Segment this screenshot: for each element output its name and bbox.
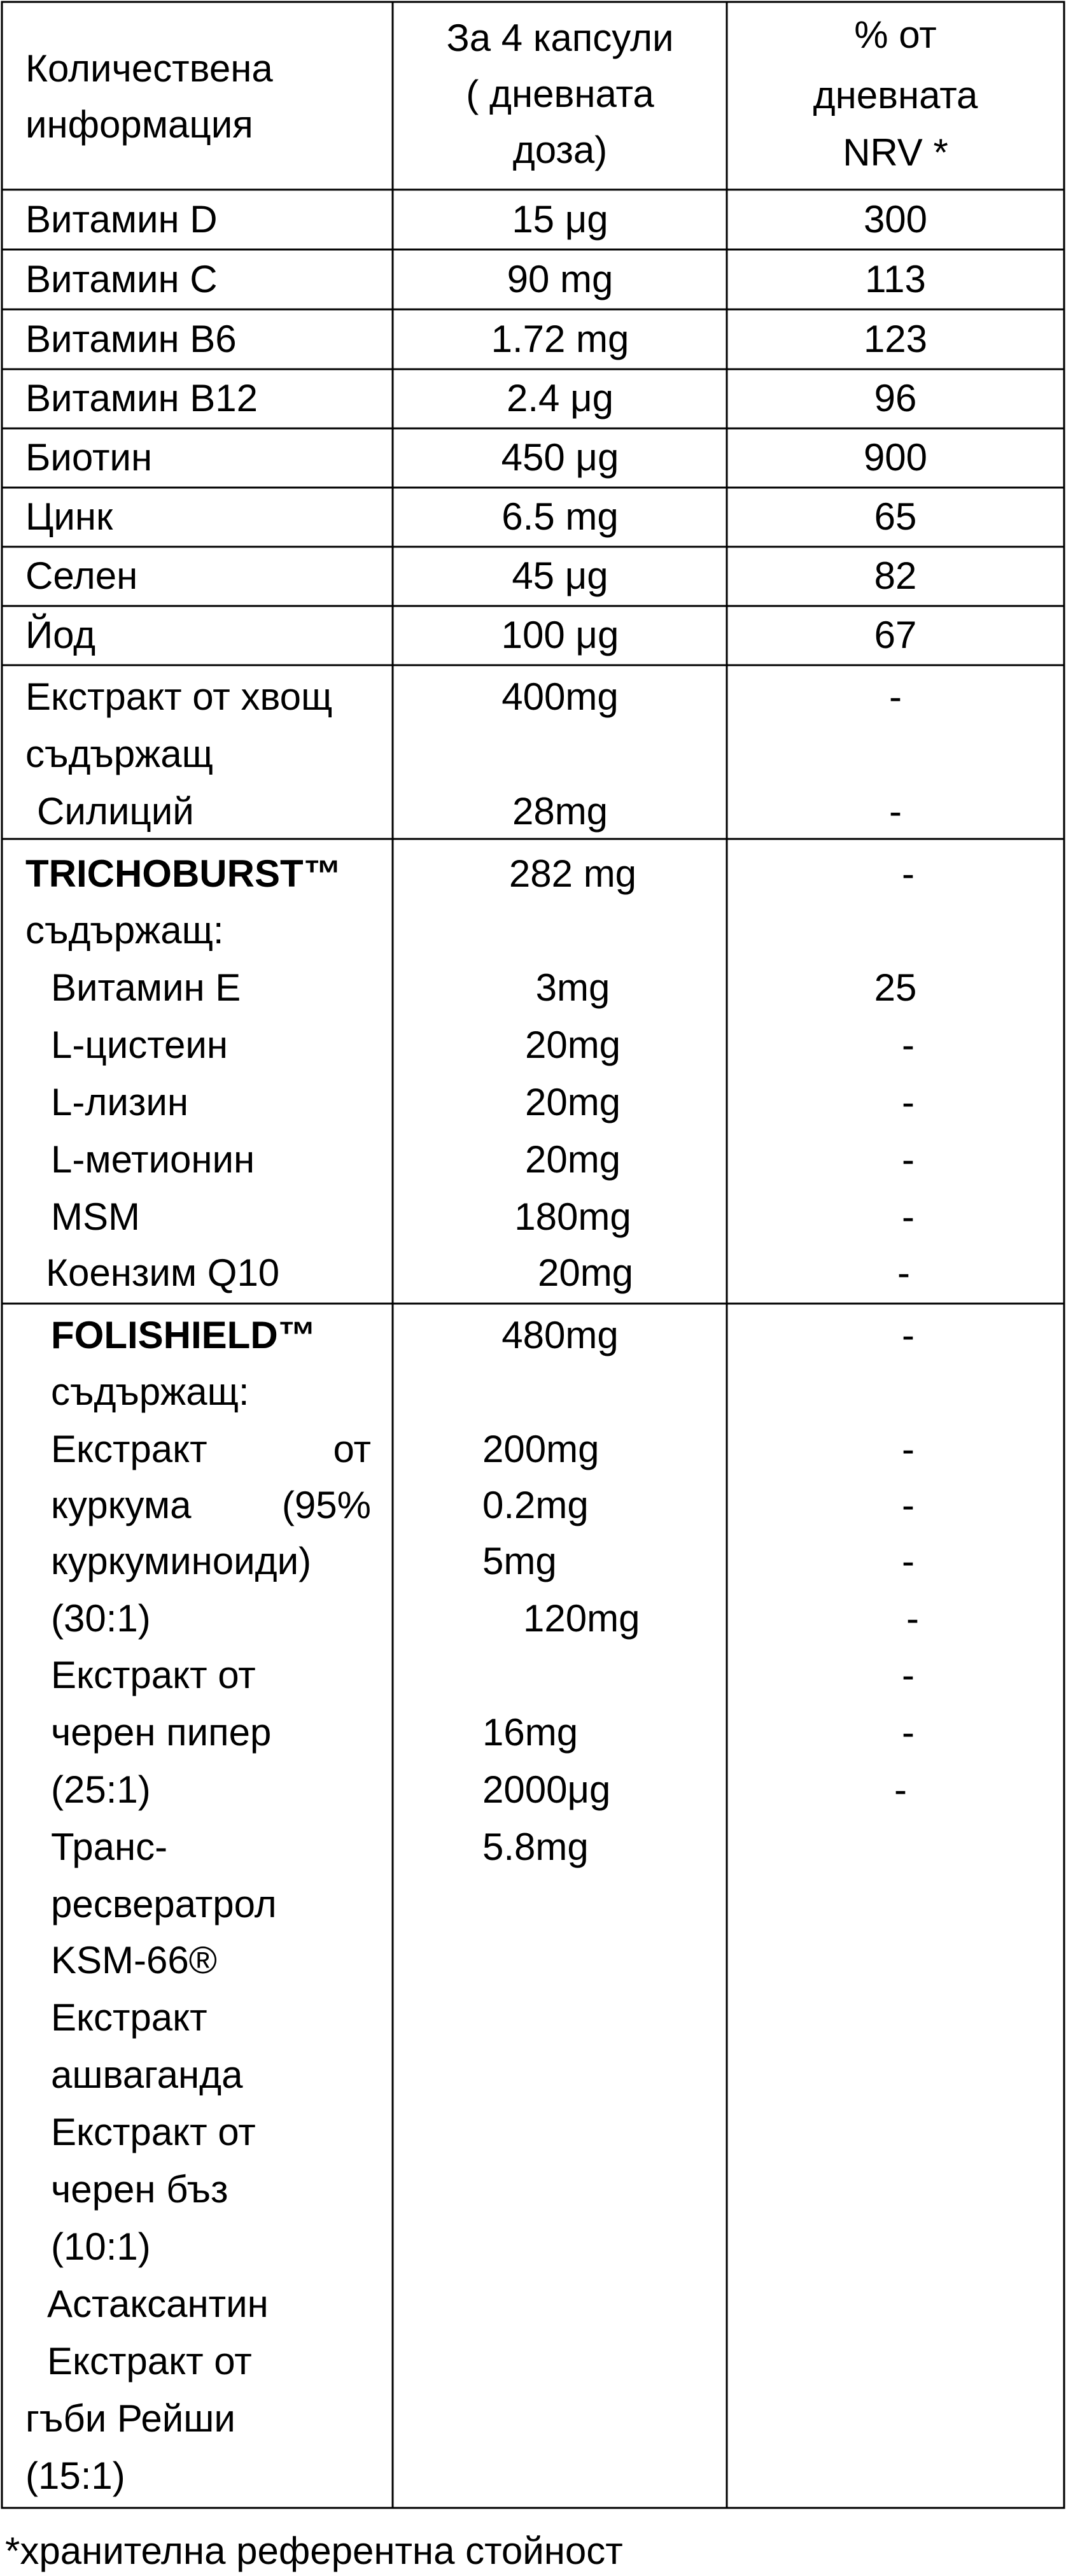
folishield-nrv-line: - <box>902 1484 915 1526</box>
trichoburst-item-nrv: - <box>902 1081 915 1123</box>
header-col2-line1: За 4 капсули <box>446 17 674 59</box>
ingredient-name: Биотин <box>25 436 153 479</box>
trichoburst-item-name: Коензим Q10 <box>46 1251 280 1294</box>
ingredient-amount: 15 μg <box>512 198 608 241</box>
folishield-section <box>25 1314 919 2497</box>
folishield-name-line: (25:1) <box>51 1768 151 1811</box>
horsetail-name-line2: съдържащ <box>25 733 213 775</box>
folishield-name-line: Екстракт <box>51 1996 207 2039</box>
trichoburst-item-nrv: - <box>902 1024 915 1066</box>
ingredient-amount: 90 mg <box>507 258 614 300</box>
horsetail-name-line1: Екстракт от хвощ <box>25 675 333 718</box>
footnote: *хранителна референтна стойност <box>5 2530 623 2572</box>
folishield-name-line: куркуминоиди) <box>51 1540 312 1582</box>
simple-rows <box>25 198 927 656</box>
folishield-amount-line: 200mg <box>482 1428 600 1470</box>
ingredient-nrv: 82 <box>874 554 917 597</box>
ingredient-name: Селен <box>25 554 138 597</box>
trichoburst-item-amount: 180mg <box>514 1195 631 1238</box>
trichoburst-item-name: MSM <box>51 1195 140 1238</box>
header-col2-line2: ( дневната <box>466 73 654 115</box>
folishield-name-line: Транс- <box>51 1826 168 1868</box>
header-col1-line1: Количествена <box>25 47 273 90</box>
ingredient-amount: 45 μg <box>512 554 608 597</box>
trichoburst-section <box>25 852 916 1294</box>
folishield-nrv-line: - <box>902 1540 915 1582</box>
trichoburst-item-name: L-цистеин <box>51 1024 228 1066</box>
trichoburst-title: TRICHOBURST™ <box>25 852 342 895</box>
folishield-name-line: от <box>333 1428 371 1470</box>
folishield-name-line: Екстракт <box>51 1428 207 1470</box>
ingredient-name: Витамин D <box>25 198 218 241</box>
ingredient-amount: 2.4 μg <box>506 377 614 419</box>
header-col2-line3: доза) <box>512 129 608 171</box>
table-header <box>25 13 978 174</box>
trichoburst-item-name: L-лизин <box>51 1081 189 1123</box>
horsetail-section <box>25 675 902 833</box>
folishield-name-line: Астаксантин <box>47 2283 269 2325</box>
folishield-name-line: (15:1) <box>25 2454 125 2497</box>
folishield-name-line: ресвератрол <box>51 1883 277 1925</box>
trichoburst-item-amount: 20mg <box>524 1138 621 1181</box>
ingredient-amount: 450 μg <box>501 436 619 479</box>
folishield-name-line: гъби Рейши <box>25 2397 235 2440</box>
trichoburst-item-name: Витамин E <box>51 966 241 1009</box>
folishield-name-line: KSM-66® <box>51 1939 217 1981</box>
ingredient-amount: 6.5 mg <box>501 495 619 538</box>
folishield-nrv-line: - <box>894 1768 907 1811</box>
ingredient-amount: 1.72 mg <box>491 318 629 360</box>
header-col3-line1: % от <box>854 13 937 56</box>
folishield-name-line: черен пипер <box>51 1711 272 1754</box>
folishield-nrv-line: - <box>902 1428 915 1470</box>
trichoburst-nrv: - <box>902 852 915 895</box>
folishield-amount-line: 120mg <box>523 1597 640 1640</box>
folishield-amount-line: 16mg <box>482 1711 579 1754</box>
trichoburst-item-nrv: - <box>902 1195 915 1238</box>
header-col3-line3: NRV * <box>843 131 948 174</box>
header-col3-line2: дневната <box>813 74 978 116</box>
folishield-subtitle: съдържащ: <box>51 1370 249 1413</box>
ingredient-nrv: 300 <box>863 198 928 241</box>
folishield-nrv-line: - <box>902 1654 915 1696</box>
folishield-name-line: (10:1) <box>51 2225 151 2268</box>
folishield-amount-line: 5mg <box>482 1540 557 1582</box>
ingredient-nrv: 67 <box>874 614 917 656</box>
trichoburst-subtitle: съдържащ: <box>25 909 224 952</box>
trichoburst-item-amount: 3mg <box>535 966 610 1009</box>
horsetail-name-line3: Силиций <box>37 790 194 833</box>
trichoburst-item-nrv: 25 <box>874 966 917 1009</box>
ingredient-nrv: 65 <box>874 495 917 538</box>
ingredient-name: Йод <box>25 614 96 656</box>
ingredient-name: Витамин B12 <box>25 377 258 419</box>
horsetail-amount-2: 28mg <box>512 790 608 833</box>
folishield-nrv-line: - <box>906 1597 919 1640</box>
ingredient-nrv: 96 <box>874 377 917 419</box>
folishield-nrv-top: - <box>902 1314 915 1356</box>
folishield-amount-line: 5.8mg <box>482 1826 589 1868</box>
ingredient-name: Витамин B6 <box>25 318 237 360</box>
trichoburst-item-name: L-метионин <box>51 1138 255 1181</box>
folishield-name-line: ашваганда <box>51 2053 243 2096</box>
horsetail-amount-1: 400mg <box>501 675 619 718</box>
trichoburst-item-amount: 20mg <box>524 1024 621 1066</box>
folishield-title: FOLISHIELD™ <box>51 1314 316 1356</box>
folishield-nrv-line: - <box>902 1711 915 1754</box>
folishield-amount: 480mg <box>501 1314 619 1356</box>
folishield-name-line: куркума <box>51 1484 192 1526</box>
ingredient-nrv: 113 <box>865 258 926 300</box>
trichoburst-item-nrv: - <box>897 1251 910 1294</box>
horsetail-nrv-2: - <box>889 790 902 833</box>
folishield-name-line: (30:1) <box>51 1597 151 1640</box>
folishield-name-line: Екстракт от <box>47 2340 252 2382</box>
trichoburst-amount: 282 mg <box>508 852 637 895</box>
trichoburst-item-nrv: - <box>902 1138 915 1181</box>
header-col1-line2: информация <box>25 103 253 146</box>
ingredient-nrv: 123 <box>863 318 928 360</box>
folishield-amount-line: 0.2mg <box>482 1484 589 1526</box>
ingredient-name: Цинк <box>25 495 113 538</box>
folishield-amount-line: 2000μg <box>482 1768 611 1811</box>
trichoburst-item-amount: 20mg <box>537 1251 634 1294</box>
folishield-name-line: (95% <box>281 1484 371 1526</box>
ingredient-name: Витамин C <box>25 258 218 300</box>
folishield-name-line: Екстракт от <box>51 2111 256 2153</box>
horsetail-nrv-1: - <box>889 675 902 718</box>
ingredient-amount: 100 μg <box>501 614 619 656</box>
ingredient-nrv: 900 <box>863 436 928 479</box>
folishield-name-line: черен бъз <box>51 2168 228 2211</box>
trichoburst-item-amount: 20mg <box>524 1081 621 1123</box>
folishield-name-line: Екстракт от <box>51 1654 256 1696</box>
